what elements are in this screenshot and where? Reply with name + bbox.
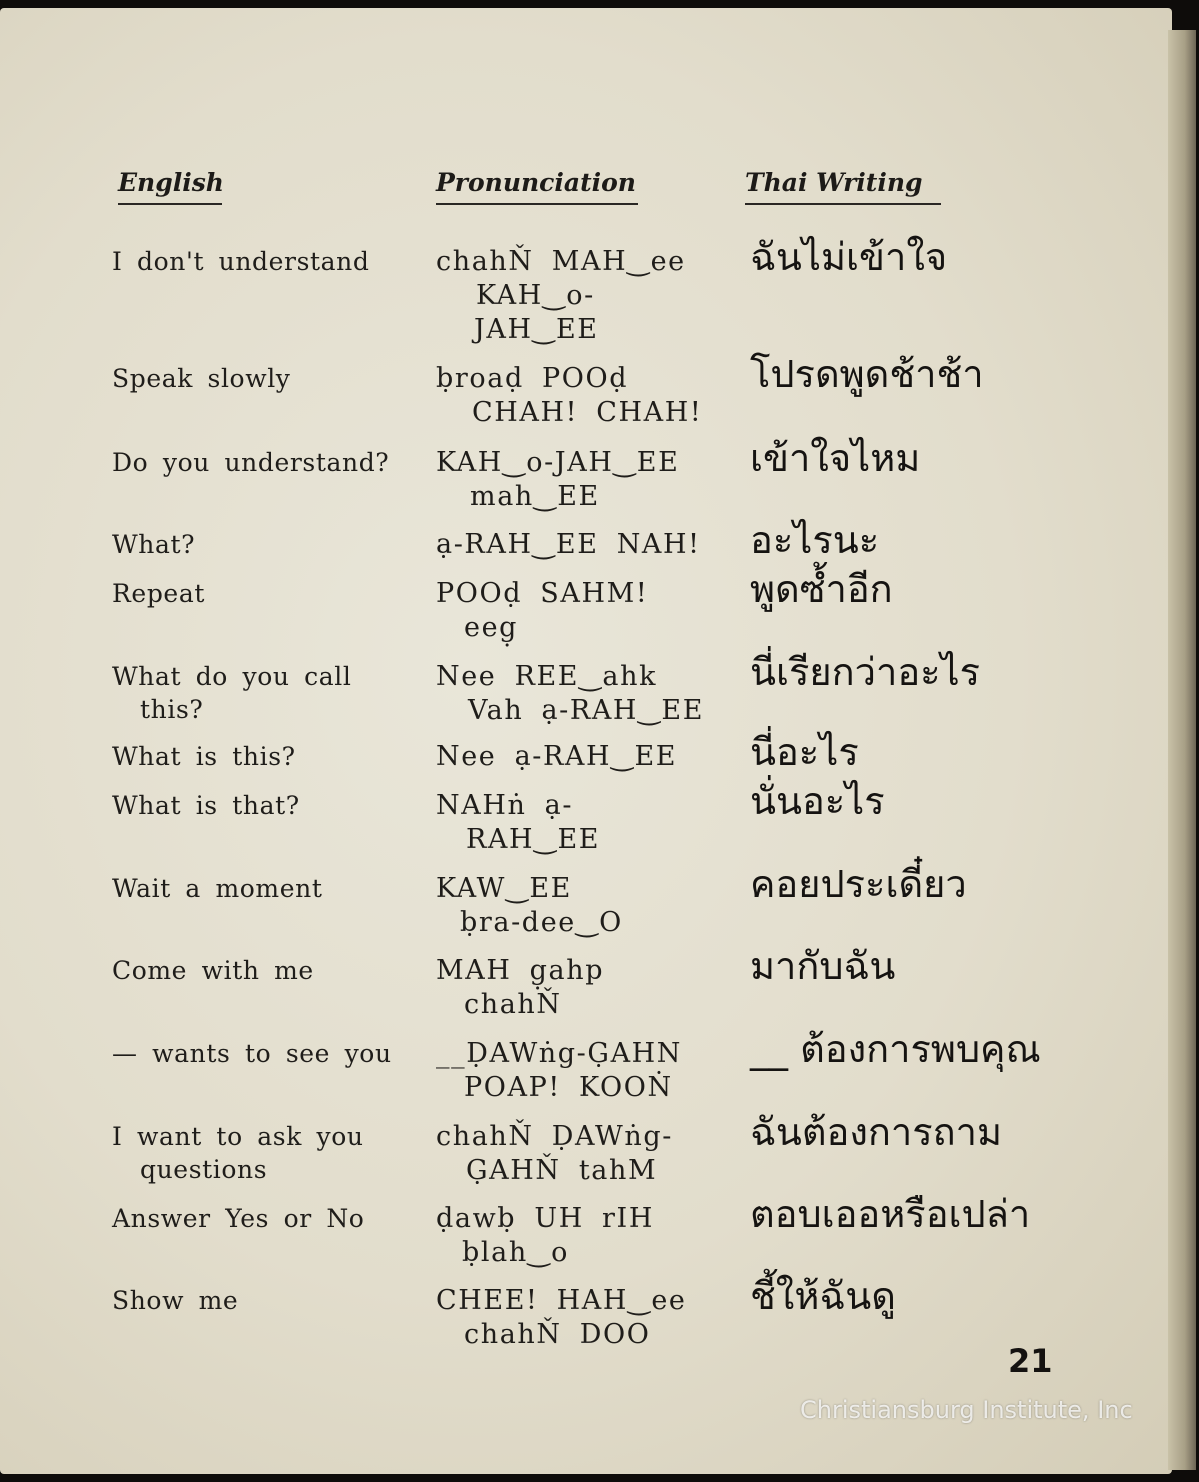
pronunciation-line: Vah ạ-RAH‿EE [468, 695, 705, 726]
pronunciation [436, 362, 756, 430]
pronunciation [436, 872, 756, 940]
english-text: this? [140, 695, 204, 724]
thai-writing: ฉันไม่เข้าใจ [750, 235, 948, 279]
english-text: What is that? [112, 791, 300, 820]
thai-writing: อะไรนะ [750, 518, 880, 562]
pronunciation-line: KAW‿EE [436, 873, 572, 904]
thai-writing: นี่อะไร [750, 730, 859, 774]
pronunciation-line: JAH‿EE [474, 314, 599, 345]
thai-writing: พูดซ้ำอีก [750, 567, 893, 611]
pronunciation [436, 660, 756, 728]
pronunciation [436, 1037, 756, 1105]
english-text: Answer Yes or No [112, 1204, 365, 1233]
thai-writing: เข้าใจไหม [750, 436, 921, 480]
pronunciation-line: ḍawḅ UH rIH [436, 1203, 654, 1234]
pronunciation [436, 1120, 756, 1188]
pronunciation [436, 740, 756, 774]
pronunciation-line: CHEE! HAH‿ee [436, 1285, 687, 1316]
pronunciation-line: Nee ạ-RAH‿EE [436, 741, 678, 772]
english-text: Come with me [112, 956, 314, 985]
english-text: What? [112, 530, 196, 559]
pronunciation-line: ḅra-dee‿O [460, 907, 623, 938]
english-phrase [112, 660, 412, 726]
english-phrase [112, 577, 412, 610]
english-text: I want to ask you [112, 1122, 364, 1151]
english-text: Wait a moment [112, 874, 323, 903]
header-pronunciation: Pronunciation [436, 168, 638, 205]
pronunciation-line: chahŇ DOO [464, 1319, 651, 1350]
pronunciation-line: Nee REE‿ahk [436, 661, 658, 692]
english-phrase [112, 740, 412, 773]
pronunciation-line: POAP! KOOṄ [464, 1072, 673, 1103]
english-phrase [112, 1284, 412, 1317]
pronunciation-line: chahŇ ḌAWṅg- [436, 1121, 674, 1152]
english-text: Repeat [112, 579, 205, 608]
english-phrase [112, 245, 412, 278]
thai-writing: __ ต้องการพบคุณ [750, 1027, 1041, 1071]
english-phrase [112, 1120, 412, 1186]
thai-writing: นั่นอะไร [750, 779, 885, 823]
watermark: Christiansburg Institute, Inc [800, 1396, 1133, 1424]
header-thai-writing: Thai Writing [745, 168, 941, 205]
english-text: — wants to see you [112, 1039, 392, 1068]
english-text: Do you understand? [112, 448, 390, 477]
pronunciation-line: eeg̣ [464, 612, 519, 643]
english-text: What do you call [112, 662, 352, 691]
english-phrase [112, 954, 412, 987]
pronunciation [436, 245, 756, 347]
pronunciation-line: chahŇ [464, 989, 562, 1020]
page-edge [1168, 30, 1196, 1470]
thai-writing: คอยประเดี๋ยว [750, 862, 967, 906]
thai-writing: โปรดพูดช้าช้า [750, 352, 984, 396]
pronunciation [436, 1284, 756, 1352]
thai-writing: ฉันต้องการถาม [750, 1110, 1003, 1154]
pronunciation-line: KAH‿o-JAH‿EE [436, 447, 680, 478]
thai-writing: นี่เรียกว่าอะไร [750, 650, 981, 694]
english-phrase [112, 362, 412, 395]
english-phrase [112, 528, 412, 561]
pronunciation-line: ḅroaḍ POOḍ [436, 363, 629, 394]
english-text: What is this? [112, 742, 296, 771]
pronunciation-line: ạ-RAH‿EE NAH! [436, 529, 701, 560]
pronunciation-line: chahŇ MAH‿ee [436, 246, 686, 277]
thai-writing: มากับฉัน [750, 944, 896, 988]
thai-writing: ตอบเออหรือเปล่า [750, 1192, 1031, 1236]
pronunciation-line: mah‿EE [470, 481, 600, 512]
english-phrase [112, 1037, 412, 1070]
pronunciation-line: NAHṅ ạ- [436, 790, 574, 821]
pronunciation-line: G̣AHŇ tahM [466, 1155, 658, 1186]
english-phrase [112, 446, 412, 479]
pronunciation-line: RAH‿EE [466, 824, 601, 855]
english-text: questions [140, 1155, 268, 1184]
english-phrase [112, 1202, 412, 1235]
english-text: Show me [112, 1286, 239, 1315]
pronunciation-line: CHAH! CHAH! [472, 397, 703, 428]
thai-writing: ชี้ให้ฉันดู [750, 1274, 896, 1318]
page-number: 21 [1008, 1342, 1053, 1380]
pronunciation-line: MAH g̣ahp [436, 955, 605, 986]
pronunciation [436, 789, 756, 857]
english-phrase [112, 872, 412, 905]
english-phrase [112, 789, 412, 822]
pronunciation-line: KAH‿o- [476, 280, 595, 311]
pronunciation [436, 528, 756, 562]
header-english: English [118, 168, 222, 205]
pronunciation [436, 1202, 756, 1270]
pronunciation [436, 577, 756, 645]
english-text: I don't understand [112, 247, 370, 276]
pronunciation-line: ḅlah‿o [462, 1237, 569, 1268]
pronunciation [436, 446, 756, 514]
english-text: Speak slowly [112, 364, 291, 393]
pronunciation-line: __ḌAWṅg-G̣AHN [436, 1038, 683, 1069]
pronunciation [436, 954, 756, 1022]
pronunciation-line: POOḍ SAHM! [436, 578, 649, 609]
